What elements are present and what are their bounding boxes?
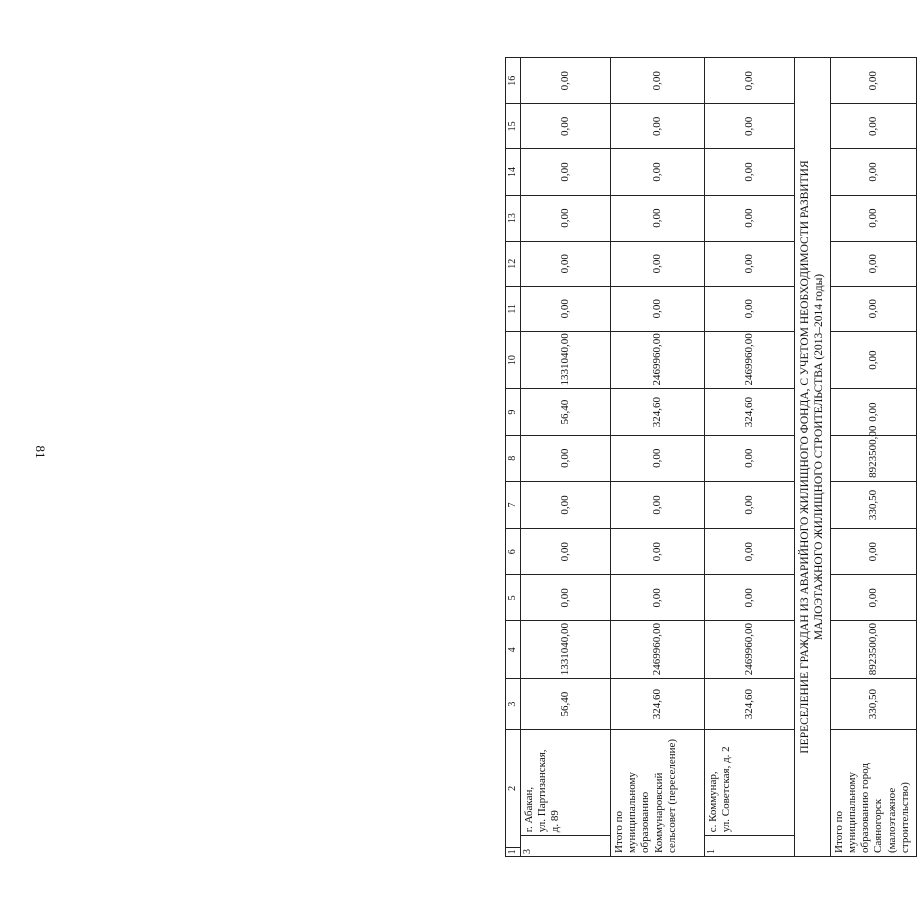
value-cell: 8923500,00 bbox=[830, 621, 916, 679]
row-name-line: Саяногорск (малоэтажное bbox=[872, 787, 898, 853]
section-title-line: ПЕРЕСЕЛЕНИЕ ГРАЖДАН ИЗ АВАРИЙНОГО ЖИЛИЩНОГО ФОНДА, С УЧЕТОМ НЕОБХОДИМОСТИ РАЗВИТИЯ bbox=[799, 160, 811, 754]
value-cell: 0,00 bbox=[830, 195, 916, 241]
value-cell: 0,00 bbox=[611, 481, 705, 528]
row-number-cell bbox=[705, 836, 795, 857]
table-row bbox=[521, 58, 611, 857]
value-cell: 324,60 bbox=[611, 389, 705, 435]
value-cell: 0,00 bbox=[705, 241, 795, 286]
value-cell: 8923500,00 bbox=[830, 435, 916, 481]
value-cell: 1331040,00 bbox=[521, 621, 611, 679]
value-cell: 0,00 bbox=[521, 149, 611, 195]
row-number-cell bbox=[521, 836, 611, 857]
row-name-line: д. 89 bbox=[549, 810, 562, 833]
column-number: 14 bbox=[506, 149, 521, 195]
row-name-cell bbox=[521, 730, 611, 836]
value-cell: 0,00 bbox=[611, 529, 705, 575]
column-number: 1 bbox=[506, 847, 521, 856]
section-row bbox=[795, 58, 831, 857]
value-cell: 0,00 bbox=[705, 195, 795, 241]
value-cell: 0,00 bbox=[611, 149, 705, 195]
value-cell: 2469960,00 bbox=[611, 331, 705, 389]
value-cell: 0,00 bbox=[611, 575, 705, 621]
value-cell: 0,00 bbox=[830, 149, 916, 195]
value-cell: 0,00 bbox=[705, 529, 795, 575]
row-name-line: Итого по муниципальному bbox=[613, 771, 639, 853]
resettlement-table bbox=[505, 57, 917, 857]
value-cell: 2469960,00 bbox=[705, 331, 795, 389]
table-sheet bbox=[95, 57, 911, 857]
value-cell: 0,00 bbox=[521, 58, 611, 104]
row-name-line: образованию bbox=[639, 791, 652, 853]
row-name-line: строительство) bbox=[898, 782, 911, 853]
value-cell: 0,00 bbox=[830, 529, 916, 575]
value-cell: 324,60 bbox=[705, 679, 795, 730]
value-cell: 0,00 bbox=[521, 529, 611, 575]
value-cell: 0,00 bbox=[521, 104, 611, 149]
value-cell: 0,00 bbox=[611, 435, 705, 481]
column-number: 4 bbox=[506, 621, 521, 679]
value-cell: 0,00 bbox=[830, 286, 916, 331]
value-cell: 0,00 bbox=[705, 575, 795, 621]
row-name-line: Итого по муниципальному bbox=[832, 771, 858, 853]
value-cell: 1331040,00 bbox=[521, 331, 611, 389]
row-subnumber: 3 bbox=[522, 849, 533, 854]
value-cell: 0,00 bbox=[611, 104, 705, 149]
value-cell: 0,00 bbox=[830, 331, 916, 389]
value-cell: 56,40 bbox=[521, 389, 611, 435]
value-cell: 2469960,00 bbox=[611, 621, 705, 679]
value-cell: 0,00 bbox=[521, 195, 611, 241]
column-number: 16 bbox=[506, 58, 521, 104]
value-cell: 0,00 bbox=[830, 104, 916, 149]
value-cell: 0,00 bbox=[521, 481, 611, 528]
row-name-line: сельсовет (переселение) bbox=[665, 738, 678, 853]
value-cell: 324,60 bbox=[705, 389, 795, 435]
value-cell: 0,00 bbox=[830, 575, 916, 621]
column-number: 6 bbox=[506, 529, 521, 575]
column-number: 15 bbox=[506, 104, 521, 149]
value-cell: 0,00 bbox=[611, 241, 705, 286]
column-number: 11 bbox=[506, 286, 521, 331]
value-cell: 0,00 bbox=[611, 286, 705, 331]
value-cell: 0,00 bbox=[611, 195, 705, 241]
column-number: 9 bbox=[506, 389, 521, 435]
value-cell: 330,50 bbox=[830, 679, 916, 730]
column-number: 8 bbox=[506, 435, 521, 481]
value-cell: 0,00 bbox=[705, 286, 795, 331]
value-cell: 0,00 bbox=[705, 481, 795, 528]
column-number: 12 bbox=[506, 241, 521, 286]
column-number: 2 bbox=[506, 730, 521, 848]
value-cell: 0,00 bbox=[705, 58, 795, 104]
row-name-cell bbox=[705, 730, 795, 836]
value-cell: 0,00 bbox=[705, 149, 795, 195]
value-cell: 324,60 bbox=[611, 679, 705, 730]
value-cell: 0,00 bbox=[521, 286, 611, 331]
value-cell: 2469960,00 bbox=[705, 621, 795, 679]
row-number: 1 bbox=[706, 849, 717, 854]
value-cell: 0,00 bbox=[830, 389, 916, 435]
column-number: 7 bbox=[506, 481, 521, 528]
row-name-line: ул. Советская, д. 2 bbox=[720, 746, 733, 833]
column-number: 5 bbox=[506, 575, 521, 621]
row-name-line: Коммунаровский bbox=[652, 772, 665, 853]
rotated-table-wrapper bbox=[505, 57, 915, 857]
value-cell: 0,00 bbox=[705, 435, 795, 481]
row-name-line: с. Коммунар, bbox=[707, 771, 719, 833]
value-cell: 56,40 bbox=[521, 679, 611, 730]
page-number: 81 bbox=[33, 445, 48, 459]
value-cell: 0,00 bbox=[830, 58, 916, 104]
column-number-row bbox=[506, 58, 521, 857]
row-name-line: ул. Партизанская, bbox=[536, 749, 549, 833]
value-cell: 0,00 bbox=[521, 435, 611, 481]
table-row bbox=[611, 58, 705, 857]
value-cell: 0,00 bbox=[830, 241, 916, 286]
column-number: 13 bbox=[506, 195, 521, 241]
table-row bbox=[705, 58, 795, 857]
value-cell: 0,00 bbox=[611, 58, 705, 104]
value-cell: 0,00 bbox=[521, 241, 611, 286]
row-name-cell bbox=[611, 730, 705, 857]
table-row bbox=[830, 58, 916, 857]
row-name-cell bbox=[830, 730, 916, 857]
row-name-line: г. Абакан, bbox=[523, 786, 535, 833]
column-number: 3 bbox=[506, 679, 521, 730]
value-cell: 0,00 bbox=[521, 575, 611, 621]
section-title bbox=[795, 58, 831, 857]
value-cell: 0,00 bbox=[705, 104, 795, 149]
column-number: 10 bbox=[506, 331, 521, 389]
section-title-line: МАЛОЭТАЖНОГО ЖИЛИЩНОГО СТРОИТЕЛЬСТВА (2013–2014 годы) bbox=[813, 273, 826, 641]
value-cell: 330,50 bbox=[830, 481, 916, 528]
row-name-line: образованию город bbox=[859, 763, 872, 853]
